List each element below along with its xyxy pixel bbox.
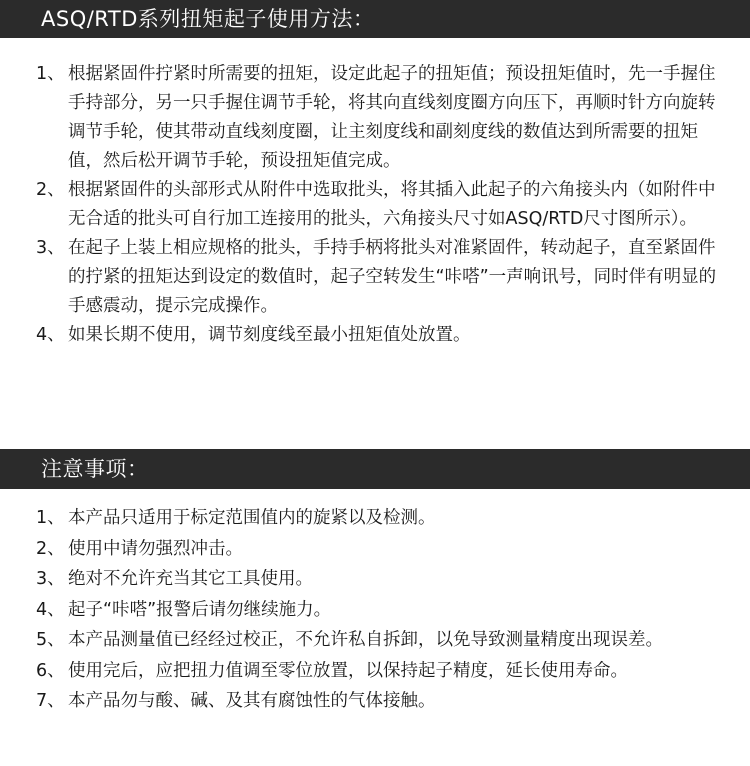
item-text: 根据紧固件的头部形式从附件中选取批头，将其插入此起子的六角接头内（如附件中无合适的批头可自行加工连接用的批头，六角接头尺寸如ASQ/RTD尺寸图所示）。 — [68, 180, 716, 229]
item-text: 本产品只适用于标定范围值内的旋紧以及检测。 — [68, 508, 436, 528]
item-number: 3、 — [36, 569, 65, 589]
usage-section-title: ASQ/RTD系列扭矩起子使用方法： — [41, 7, 375, 31]
list-item — [0, 656, 750, 687]
precautions-list — [0, 503, 750, 717]
item-text: 起子“咔嗒”报警后请勿继续施力。 — [68, 599, 332, 620]
item-number: 3、 — [36, 238, 65, 258]
list-item — [0, 60, 750, 176]
list-item — [0, 686, 750, 717]
item-text: 使用中请勿强烈冲击。 — [68, 538, 243, 559]
item-number: 2、 — [36, 180, 65, 200]
item-number: 4、 — [36, 325, 65, 345]
item-number: 4、 — [36, 599, 65, 620]
item-text: 如果长期不使用，调节刻度线至最小扭矩值处放置。 — [68, 325, 471, 345]
item-text: 使用完后，应把扭力值调至零位放置，以保持起子精度，延长使用寿命。 — [68, 660, 628, 681]
list-item — [0, 176, 750, 234]
item-text: 在起子上装上相应规格的批头，手持手柄将批头对准紧固件，转动起子，直至紧固件的拧紧的扭矩达到设定的数值时，起子空转发生“咔嗒”一声响讯号，同时伴有明显的手感震动，提示完成操作。 — [68, 238, 717, 316]
usage-instructions-list — [0, 60, 750, 350]
item-number: 7、 — [36, 691, 65, 711]
item-number: 5、 — [36, 630, 65, 650]
item-number: 1、 — [36, 64, 65, 84]
notes-section-title: 注意事项： — [41, 457, 149, 481]
list-item — [0, 564, 750, 595]
list-item — [0, 503, 750, 534]
list-item — [0, 595, 750, 626]
item-number: 6、 — [36, 660, 65, 681]
list-item — [0, 625, 750, 656]
list-item — [0, 534, 750, 565]
list-item — [0, 321, 750, 350]
item-text: 绝对不允许充当其它工具使用。 — [68, 569, 313, 589]
usage-section-header — [0, 0, 750, 38]
list-item — [0, 234, 750, 321]
item-text: 根据紧固件拧紧时所需要的扭矩，设定此起子的扭矩值；预设扭矩值时，先一手握住手持部分，另一只手握住调节手轮，将其向直线刻度圈方向压下，再顺时针方向旋转调节手轮，使其带动直线刻度圈，让主刻度线和副刻度线的数值达到所需要的扭矩值，然后松开调节手轮，预设扭矩值完成。 — [68, 64, 716, 171]
notes-section-header — [0, 449, 750, 489]
item-text: 本产品测量值已经经过校正，不允许私自拆卸，以免导致测量精度出现误差。 — [68, 630, 663, 650]
item-number: 2、 — [36, 538, 65, 559]
item-number: 1、 — [36, 508, 65, 528]
item-text: 本产品勿与酸、碱、及其有腐蚀性的气体接触。 — [68, 691, 436, 711]
